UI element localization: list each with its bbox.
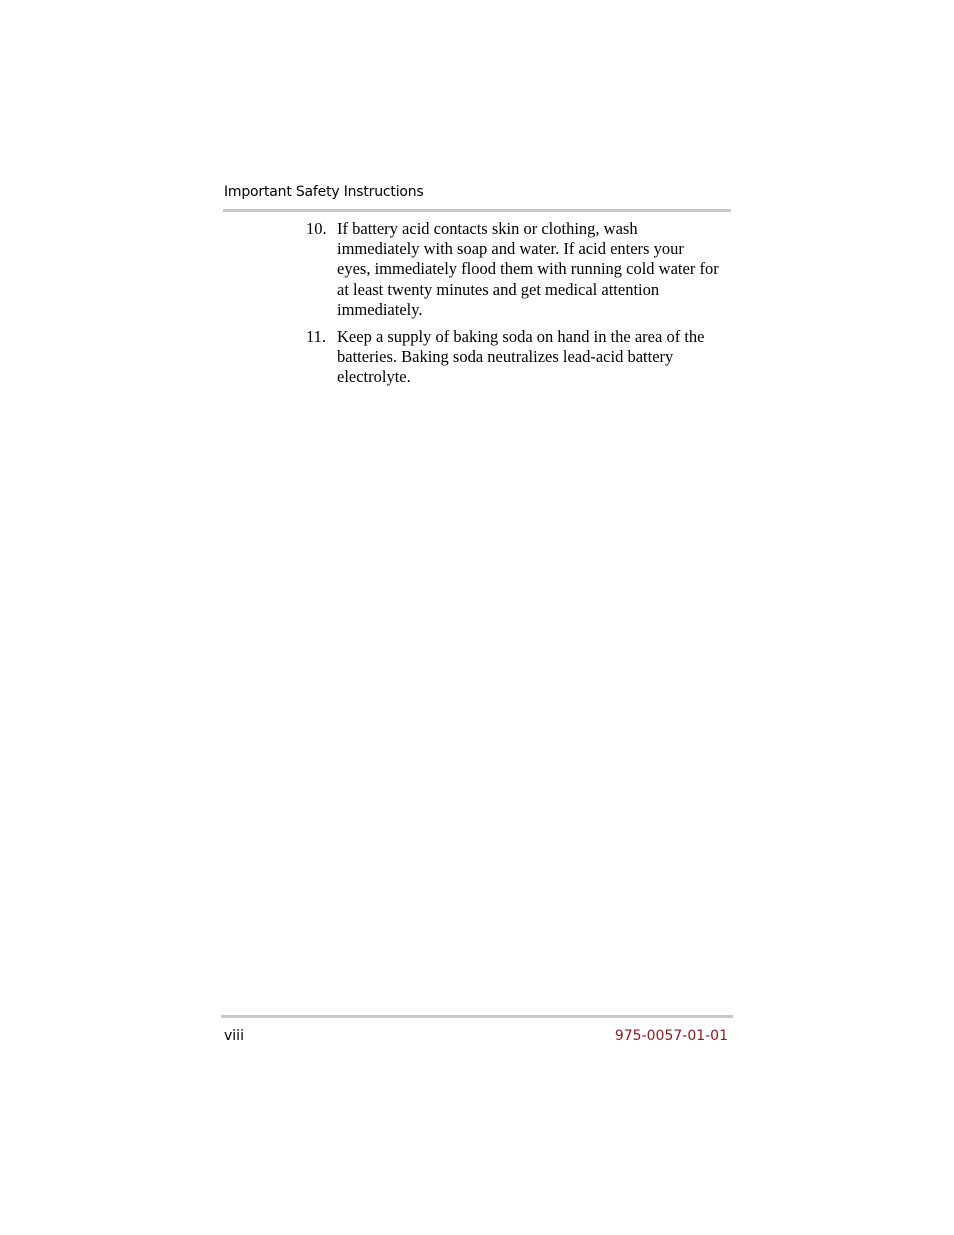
page-number: viii <box>224 1028 244 1044</box>
list-item-text: If battery acid contacts skin or clothing, wash immediately with soap and water. If acid enters your eyes, immediately flood them with running cold water for at least twenty minutes and get medical attention immediately. <box>337 219 719 319</box>
list-item-number: 11. <box>306 327 327 347</box>
list-item-text: Keep a supply of baking soda on hand in the area of the batteries. Baking soda neutralizes lead-acid battery electrolyte. <box>337 327 705 387</box>
safety-instruction-list <box>306 219 732 395</box>
footer-rule <box>221 1015 733 1018</box>
document-number: 975-0057-01-01 <box>614 1028 728 1044</box>
list-item <box>306 219 732 320</box>
header-rule <box>223 209 731 212</box>
list-item <box>306 327 732 388</box>
running-header: Important Safety Instructions <box>224 184 424 200</box>
list-item-number: 10. <box>306 219 327 238</box>
